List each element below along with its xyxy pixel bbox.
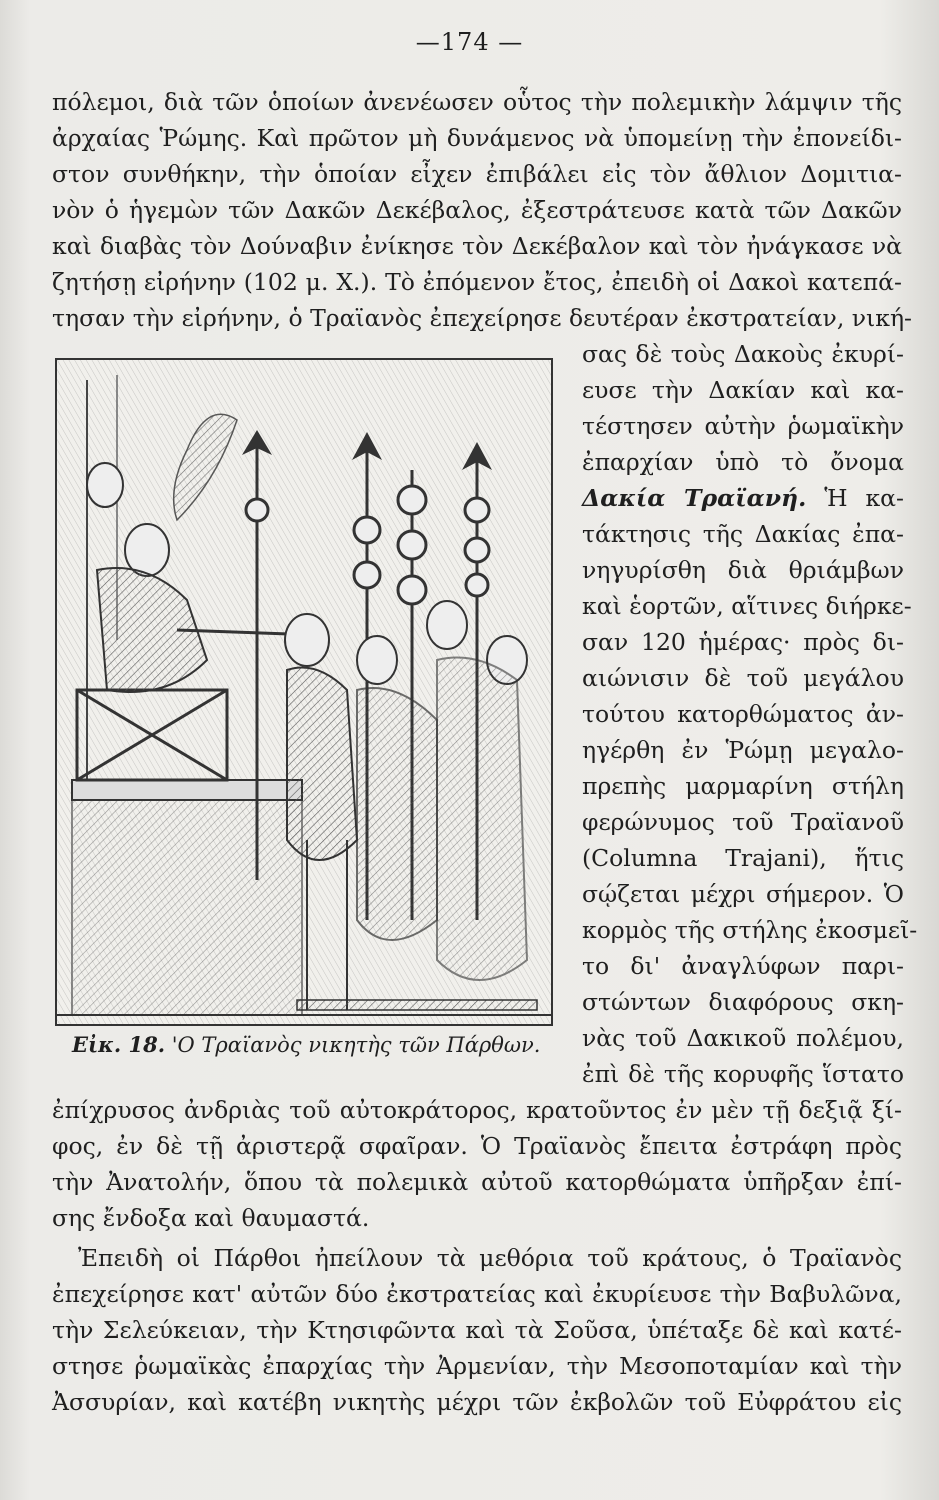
text-line: ζητήσῃ εἰρήνην (102 μ. Χ.). Τὸ ἐπόμενον ἔτος, ἐπειδὴ οἱ Δακοὶ κατεπά- — [52, 268, 902, 296]
text-line: πόλεμοι, διὰ τῶν ὁποίων ἀνενέωσεν οὗτος τὴν πολεμικὴν λάμψιν τῆς — [52, 88, 902, 116]
text-line — [582, 482, 904, 514]
text-line: σης ἔνδοξα καὶ θαυμαστά. — [52, 1204, 370, 1232]
text-line: νηγυρίσθη διὰ θριάμβων — [582, 556, 904, 584]
text-line: το δι' ἀναγλύφων παρι- — [582, 952, 904, 980]
text-line: καὶ διαβὰς τὸν Δούναβιν ἐνίκησε τὸν Δεκέβαλον καὶ τὸν ἠνάγκασε νὰ — [52, 232, 902, 260]
text-line: ἀρχαίας Ῥώμης. Καὶ πρῶτον μὴ δυνάμενος νὰ ὑπομείνῃ τὴν ἐπονείδι- — [52, 124, 902, 152]
text-line: σῴζεται μέχρι σήμερον. Ὁ — [582, 880, 904, 908]
text-line: πρεπὴς μαρμαρίνη στήλη — [582, 772, 904, 800]
text-line: αιώνισιν δὲ τοῦ μεγάλου — [582, 664, 904, 692]
text-line: στησε ῥωμαϊκὰς ἐπαρχίας τὴν Ἀρμενίαν, τὴν Μεσοποταμίαν καὶ τὴν — [52, 1352, 902, 1380]
figure-caption — [72, 1032, 552, 1057]
engraving-illustration-icon — [57, 360, 551, 1024]
text-line: ἐπίχρυσος ἀνδριὰς τοῦ αὐτοκράτορος, κρατοῦντος ἐν μὲν τῇ δεξιᾷ ξί- — [52, 1096, 902, 1124]
text-line: τὴν Σελεύκειαν, τὴν Κτησιφῶντα καὶ τὰ Σοῦσα, ὑπέταξε δὲ καὶ κατέ- — [52, 1316, 902, 1344]
text-fragment: Ἡ κα- — [824, 484, 904, 512]
text-line: τέστησεν αὐτὴν ῥωμαϊκὴν — [582, 412, 904, 440]
text-line: ηγέρθη ἐν Ῥώμῃ μεγαλο- — [582, 736, 904, 764]
figure-caption-label: Εἰκ. 18. — [72, 1032, 166, 1057]
text-line: ευσε τὴν Δακίαν καὶ κα- — [582, 376, 904, 404]
text-line: νὸν ὁ ἡγεμὼν τῶν Δακῶν Δεκέβαλος, ἐξεστράτευσε κατὰ τῶν Δακῶν — [52, 196, 902, 224]
text-line: Ἀσσυρίαν, καὶ κατέβη νικητὴς μέχρι τῶν ἐκβολῶν τοῦ Εὐφράτου εἰς — [52, 1388, 902, 1416]
text-line: σας δὲ τοὺς Δακοὺς ἐκυρί- — [582, 340, 904, 368]
text-line: κορμὸς τῆς στήλης ἐκοσμεῖ- — [582, 916, 918, 944]
text-line: ἐπὶ δὲ τῆς κορυφῆς ἵστατο — [582, 1060, 904, 1088]
figure-caption-text: 'Ο Τραϊανὸς νικητὴς τῶν Πάρθων. — [171, 1033, 541, 1057]
text-line: σαν 120 ἡμέρας· πρὸς δι- — [582, 628, 904, 656]
text-line: ἐπεχείρησε κατ' αὐτῶν δύο ἐκστρατείας καὶ ἐκυρίευσε τὴν Βαβυλῶνα, — [52, 1280, 902, 1308]
text-line: Ἐπειδὴ οἱ Πάρθοι ἠπείλουν τὰ μεθόρια τοῦ κράτους, ὁ Τραϊανὸς — [78, 1244, 902, 1272]
text-line: φερώνυμος τοῦ Τραϊανοῦ — [582, 808, 904, 836]
text-line: (Columna Trajani), ἥτις — [582, 844, 904, 872]
text-line: τούτου κατορθώματος ἀν- — [582, 700, 904, 728]
text-line: τησαν τὴν εἰρήνην, ὁ Τραϊανὸς ἐπεχείρησε δευτέραν ἐκστρατείαν, νική- — [52, 304, 912, 332]
text-line: καὶ ἑορτῶν, αἵτινες διήρκε- — [582, 592, 912, 620]
text-line: τὴν Ἀνατολήν, ὅπου τὰ πολεμικὰ αὐτοῦ κατορθώματα ὑπῆρξαν ἐπί- — [52, 1168, 902, 1196]
page-number: —174 — — [415, 28, 524, 56]
text-line: νὰς τοῦ Δακικοῦ πολέμου, — [582, 1024, 904, 1052]
dacia-traiana-term: Δακία Τραϊανή. — [582, 484, 807, 512]
text-line: τάκτησις τῆς Δακίας ἐπα- — [582, 520, 904, 548]
text-line: ἐπαρχίαν ὑπὸ τὸ ὄνομα — [582, 448, 904, 476]
text-line: στον συνθήκην, τὴν ὁποίαν εἶχεν ἐπιβάλει εἰς τὸν ἄθλιον Δομιτια- — [52, 160, 902, 188]
trajan-engraving-figure — [55, 358, 553, 1026]
text-line: φος, ἐν δὲ τῇ ἀριστερᾷ σφαῖραν. Ὁ Τραϊανὸς ἔπειτα ἐστράφη πρὸς — [52, 1132, 902, 1160]
text-line: στώντων διαφόρους σκη- — [582, 988, 904, 1016]
